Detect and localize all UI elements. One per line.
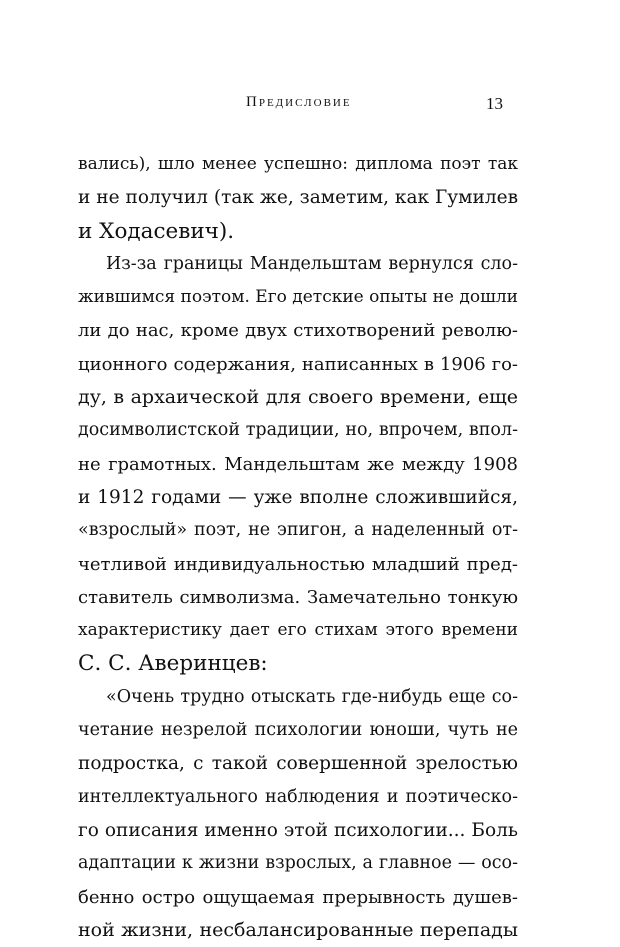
- text-line: характеристику дает его стихам этого времени: [78, 620, 518, 641]
- text-line: досимволистской традиции, но, впрочем, впол-: [78, 420, 518, 441]
- text-line: вались), шло менее успешно: диплома поэт так: [78, 154, 518, 174]
- text-line: ционного содержания, написанных в 1906 го-: [78, 353, 518, 375]
- text-line: жившимся поэтом. Его детские опыты не дошли: [78, 287, 518, 308]
- text-line: С. С. Аверинцев:: [78, 651, 268, 677]
- text-line: «взрослый» поэт, не эпигон, а наделенный от-: [78, 520, 518, 541]
- paragraph-first-line: Из-за границы Мандельштам вернулся сло-: [106, 253, 518, 274]
- text-line: ной жизни, несбалансированные перепады: [78, 918, 518, 941]
- text-line: четливой индивидуальностью младший пред-: [78, 553, 518, 575]
- text-line: и 1912 годами — уже вполне сложившийся,: [78, 486, 518, 508]
- text-line: го описания именно этой психологии... Боль: [78, 819, 518, 841]
- running-head: [0, 94, 620, 118]
- paragraph-first-line: «Очень трудно отыскать где-нибудь еще со-: [106, 686, 518, 707]
- text-line: четание незрелой психологии юноши, чуть не: [78, 720, 518, 741]
- body-text: [78, 148, 518, 947]
- text-line: ставитель символизма. Замечательно тонкую: [78, 586, 518, 608]
- text-line: адаптации к жизни взрослых, а главное — осо-: [78, 853, 518, 874]
- text-line: ду, в архаической для своего времени, еще: [78, 386, 518, 409]
- text-line: ли до нас, кроме двух стихотворений револю-: [78, 320, 518, 342]
- text-line: и не получил (так же, заметим, как Гумилев: [78, 187, 518, 209]
- running-title: Предисловие: [246, 94, 352, 110]
- text-line: интеллектуального наблюдения и поэтическо-: [78, 786, 518, 807]
- text-line: бенно остро ощущаемая прерывность душев-: [78, 886, 518, 908]
- text-line: подростка, с такой совершенной зрелостью: [78, 753, 518, 775]
- text-line: и Ходасевич).: [78, 218, 235, 244]
- page-number: 13: [486, 94, 503, 113]
- text-line: не грамотных. Мандельштам же между 1908: [78, 453, 518, 475]
